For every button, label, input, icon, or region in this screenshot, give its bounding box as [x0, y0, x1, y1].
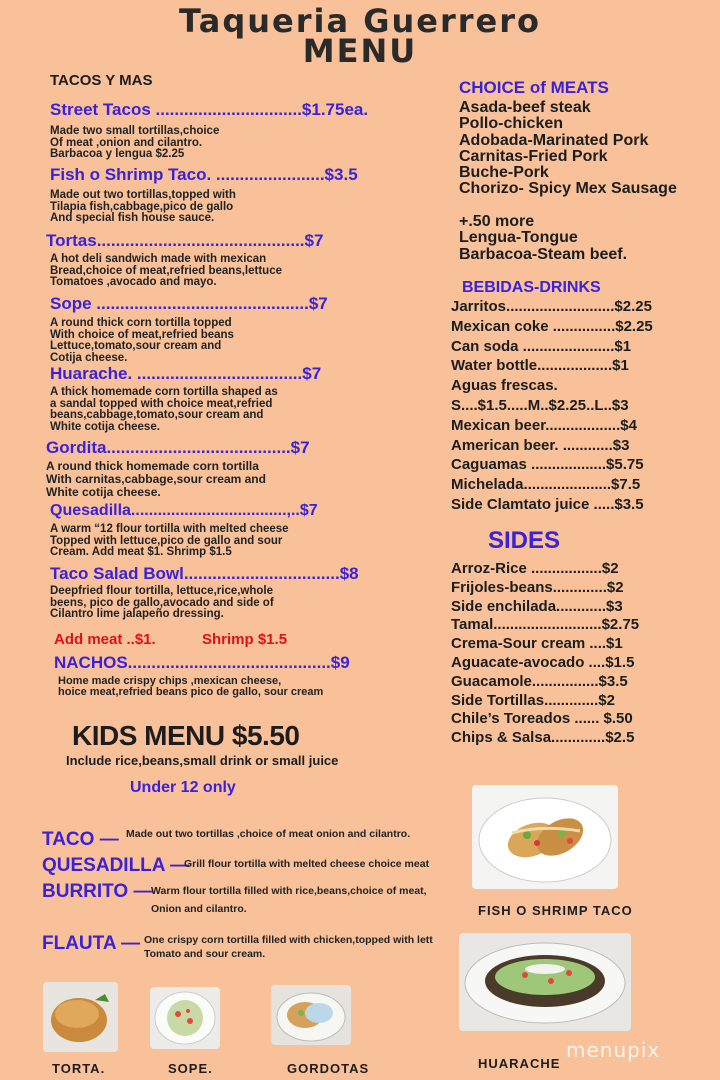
sope-photo: [150, 987, 220, 1049]
item-name: Fish o Shrimp Taco. .......................$3.5: [50, 165, 358, 184]
item-name: Gordita.......................................$7: [46, 438, 310, 457]
drink-item: Side Clamtato juice .....$3.5: [451, 495, 644, 513]
drink-item: Michelada.....................$7.5: [451, 476, 641, 494]
item-name: Tortas............................................$7: [46, 231, 324, 250]
drink-item: Mexican beer..................$4: [451, 416, 637, 434]
meats-list: [459, 100, 677, 198]
kids-item-burrito-desc: Onion and cilantro.: [151, 903, 247, 915]
item-desc: Tomatoes ,avocado and mayo.: [50, 276, 217, 288]
kids-item-burrito-desc: Warm flour tortilla filled with rice,beans,choice of meat,: [151, 885, 427, 897]
meat-item: Carnitas-Fried Pork: [459, 147, 608, 165]
item-desc: Made out two tortillas,topped with: [50, 189, 236, 201]
drink-item: American beer. ............$3: [451, 436, 630, 454]
item-desc: Deepfried flour tortilla, lettuce,rice,whole: [50, 585, 274, 597]
side-item: Side Tortillas.............$2: [451, 691, 615, 709]
add-meat-price: Add meat ..$1.: [54, 631, 156, 648]
item-taco-salad: [50, 564, 359, 621]
item-desc: A warm “12 flour tortilla with melted cheese: [50, 523, 289, 535]
side-item: Side enchilada............$3: [451, 597, 623, 615]
item-desc: White cotija cheese.: [50, 420, 160, 433]
sides-list: [451, 560, 639, 748]
drink-item: Jarritos..........................$2.25: [451, 298, 652, 315]
kids-item-quesadilla-label: QUESADILLA —: [42, 855, 190, 876]
item-gordita: [46, 438, 310, 499]
meat-item: Lengua-Tongue: [459, 229, 578, 247]
drink-item: Mexican coke ...............$2.25: [451, 317, 653, 335]
drink-item: S....$1.5.....M..$2.25..L..$3: [451, 396, 629, 414]
side-item: Arroz-Rice .................$2: [451, 560, 619, 577]
item-desc: hoice meat,refried beans pico de gallo, sour cream: [58, 686, 324, 698]
item-desc: Of meat ,onion and cilantro.: [50, 136, 203, 149]
menu-title: MENU: [302, 32, 418, 70]
item-name: NACHOS...........................................$9: [54, 653, 350, 672]
item-desc: a sandal topped with choice meat,refried: [50, 397, 273, 410]
gordotas-caption: GORDOTAS: [287, 1061, 370, 1076]
side-item: Chips & Salsa.............$2.5: [451, 729, 635, 747]
drinks-list: [451, 297, 653, 515]
drink-item: Water bottle..................$1: [451, 357, 629, 375]
gordotas-photo: [271, 985, 351, 1045]
item-desc: A hot deli sandwich made with mexican: [50, 253, 267, 265]
item-desc: beans,cabbage,tomato,sour cream and: [50, 409, 264, 421]
item-desc: Cream. Add meat $1. Shrimp $1.5: [50, 546, 232, 558]
item-desc: A round thick homemade corn tortilla: [46, 459, 259, 473]
meat-item: Asada-beef steak: [459, 99, 591, 116]
fish-taco-caption: FISH O SHRIMP TACO: [478, 903, 633, 918]
kids-item-quesadilla-desc: Grill flour tortilla with melted cheese choice meat: [184, 858, 430, 870]
fish-taco-photo: [472, 785, 618, 889]
side-item: Tamal..........................$2.75: [451, 616, 640, 634]
kids-item-flauta-desc: One crispy corn tortilla filled with chicken,topped with lett: [144, 934, 433, 946]
meat-item: Pollo-chicken: [459, 115, 564, 133]
item-sope: [50, 294, 328, 364]
item-name: Sope .............................................$7: [50, 294, 328, 313]
kids-item-taco-label: TACO —: [42, 829, 119, 850]
kids-age-note: Under 12 only: [130, 779, 236, 796]
meats-title: CHOICE of MEATS: [459, 78, 609, 97]
kids-item-flauta-label: FLAUTA —: [42, 933, 141, 954]
section-title-tacos: TACOS Y MAS: [50, 72, 153, 89]
meat-item: Buche-Pork: [459, 164, 549, 182]
kids-item-taco-desc: Made out two tortillas ,choice of meat onion and cilantro.: [126, 828, 411, 840]
item-desc: Barbacoa y lengua $2.25: [50, 148, 185, 160]
item-nachos: [54, 653, 350, 698]
drinks-title: BEBIDAS-DRINKS: [462, 279, 601, 296]
item-desc: A round thick corn tortilla topped: [50, 317, 232, 329]
extra-meats-title: +.50 more: [459, 213, 535, 230]
item-desc: White cotija cheese.: [46, 485, 161, 499]
item-desc: And special fish house sauce.: [50, 212, 215, 224]
item-desc: With choice of meat,refried beans: [50, 328, 234, 341]
drink-item: Can soda ......................$1: [451, 337, 632, 355]
meat-item: Barbacoa-Steam beef.: [459, 245, 628, 263]
item-huarache: [50, 364, 321, 433]
meat-item: Adobada-Marinated Pork: [459, 131, 649, 149]
item-desc: Tilapia fish,cabbage,pico de gallo: [50, 200, 234, 213]
huarache-caption: HUARACHE: [478, 1056, 561, 1071]
meat-item: Chorizo- Spicy Mex Sausage: [459, 180, 677, 198]
item-name: Quesadilla...................................,..$7: [50, 502, 318, 519]
item-name: Taco Salad Bowl.................................$8: [50, 564, 359, 583]
sides-title: SIDES: [488, 527, 561, 554]
restaurant-title: Taqueria Guerrero: [179, 2, 541, 40]
sope-caption: SOPE.: [168, 1061, 213, 1076]
add-shrimp-price: Shrimp $1.5: [202, 631, 288, 648]
torta-caption: TORTA.: [52, 1061, 106, 1076]
item-name: Huarache. ...................................$7: [50, 364, 322, 383]
item-desc: Cilantro lime jalapeño dressing.: [50, 608, 224, 620]
item-desc: Cotija cheese.: [50, 351, 128, 364]
item-desc: Bread,choice of meat,refried beans,lettuce: [50, 264, 282, 277]
torta-photo: [43, 982, 118, 1052]
kids-item-burrito-label: BURRITO —: [42, 881, 153, 902]
item-name: Street Tacos ...............................$1.75ea.: [50, 100, 369, 119]
side-item: Chile’s Toreados ...... $.50: [451, 710, 633, 728]
item-desc: Lettuce,tomato,sour cream and: [50, 340, 222, 352]
watermark-text: menupix: [566, 1038, 661, 1062]
item-desc: With carnitas,cabbage,sour cream and: [46, 472, 266, 486]
item-desc: beens, pico de gallo,avocado and side of: [50, 596, 274, 609]
kids-item-flauta-desc: Tomato and sour cream.: [144, 948, 266, 960]
extra-meats: [459, 214, 627, 263]
side-item: Guacamole................$3.5: [451, 672, 628, 690]
side-item: Frijoles-beans.............$2: [451, 578, 624, 596]
item-desc: A thick homemade corn tortilla shaped as: [50, 386, 278, 398]
item-fish-taco: [50, 165, 358, 225]
item-quesadilla: [50, 502, 318, 559]
kids-menu-title: KIDS MENU $5.50: [72, 720, 300, 751]
side-item: Crema-Sour cream ....$1: [451, 635, 623, 653]
item-street-tacos: [50, 100, 368, 161]
huarache-photo: [459, 933, 631, 1031]
item-desc: Home made crispy chips ,mexican cheese,: [58, 675, 282, 687]
item-desc: Made two small tortillas,choice: [50, 125, 220, 137]
kids-menu-subtitle: Include rice,beans,small drink or small juice: [66, 753, 339, 768]
item-desc: Topped with lettuce,pico de gallo and sour: [50, 534, 283, 547]
drink-item: Aguas frescas.: [451, 377, 558, 395]
side-item: Aguacate-avocado ....$1.5: [451, 653, 635, 671]
item-tortas: [46, 231, 323, 289]
drink-item: Caguamas ..................$5.75: [451, 456, 644, 474]
